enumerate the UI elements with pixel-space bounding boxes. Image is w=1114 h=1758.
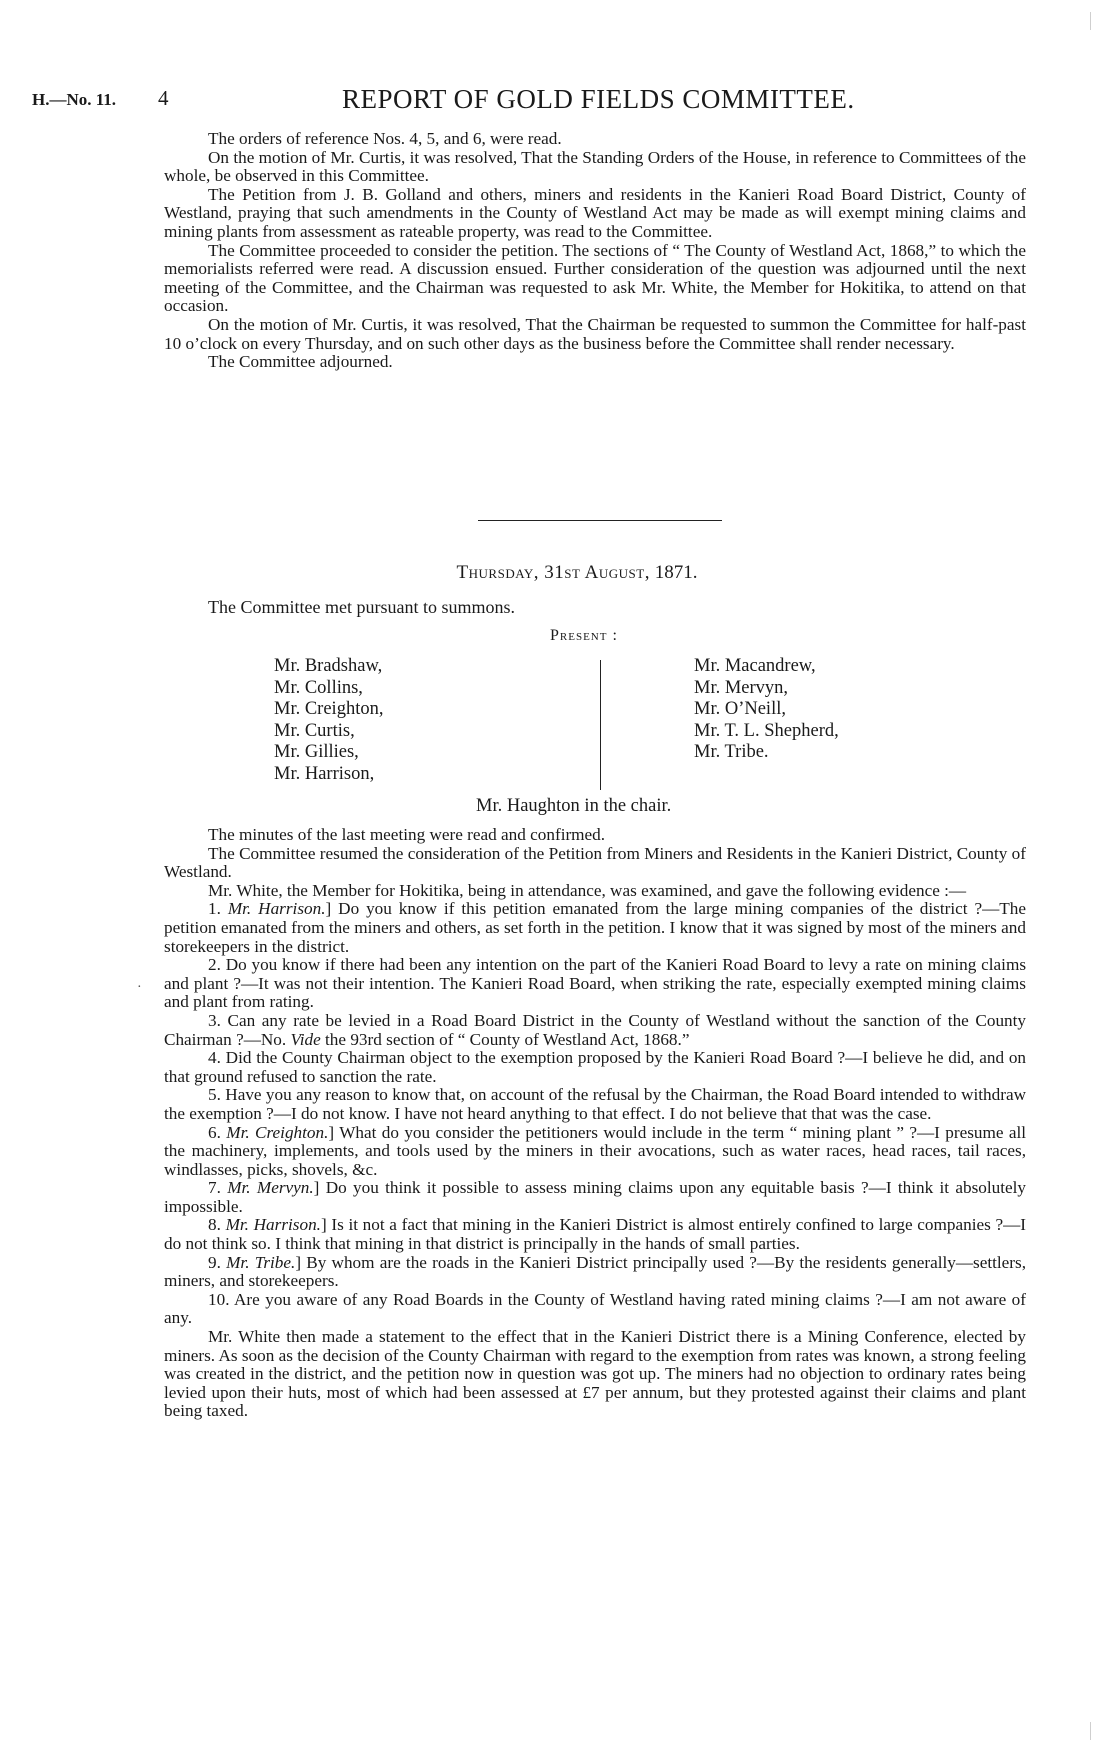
meeting-date	[0, 562, 1114, 584]
question-speaker: Mr. Tribe.	[226, 1252, 296, 1272]
met-pursuant-line: The Committee met pursuant to summons.	[208, 597, 515, 617]
members-list-right	[694, 656, 839, 764]
member-name: Mr. Collins,	[274, 677, 363, 698]
question-text: Did the County Chairman object to the exemption proposed by the Kanieri Road Board ?—I believe he did, and on that ground refused to sanction the rate.	[164, 1048, 1027, 1086]
question-text: Do you know if this petition emanated from the large mining companies of the district ?—The petition emanated from the miners and others, as set forth in the petition. I know that it was signed by most of the miners and storekeepers in the district.	[164, 899, 1027, 956]
evidence-question: 1. Mr. Harrison.] Do you know if this petition emanated from the large mining companies of the district ?—The petition emanated from the miners and others, as set forth in the petition. I know that it was signed by most of the miners and storekeepers in the district.	[164, 899, 1027, 956]
evidence-question: 7. Mr. Mervyn.] Do you think it possible to assess mining claims upon any equitable basis ?—I think it absolutely impossible.	[164, 1178, 1026, 1216]
closing-statement: Mr. White then made a statement to the effect that in the Kanieri District there is a Mining Conference, elected by miners. As soon as the decision of the County Chairman with regard to the exemption from rates was known, a strong feeling was created in the district, and the petition now in question was got up. The miners had no objection to ordinary rates being levied upon their huts, most of which had been assessed at £7 per annum, but they protested against their claims and plant being taxed.	[164, 1327, 1026, 1421]
first-meeting-minutes	[164, 130, 1026, 372]
question-text: Are you aware of any Road Boards in the County of Westland having rated mining claims ?—I am not aware of any.	[164, 1289, 1026, 1328]
question-text-continued: the 93rd section of “ County of Westland Act, 1868.”	[325, 1029, 690, 1049]
question-number: 4.	[208, 1048, 221, 1068]
question-number: 2.	[208, 955, 221, 975]
evidence-question: 9. Mr. Tribe.] By whom are the roads in the Kanieri District principally used ?—By the residents generally—settlers, miners, and storekeepers.	[164, 1252, 1027, 1291]
question-number: 5.	[208, 1085, 221, 1105]
minutes-paragraph: Mr. White, the Member for Hokitika, being in attendance, was examined, and gave the following evidence :—	[208, 880, 967, 900]
page-number: 4	[158, 86, 169, 110]
question-number: 3.	[208, 1010, 221, 1030]
evidence-question	[164, 1012, 1026, 1049]
meeting-date-year: 1871.	[654, 562, 698, 583]
question-text: Do you think it possible to assess mining claims upon any equitable basis ?—I think it absolutely impossible.	[164, 1178, 1026, 1216]
question-vide: Vide	[290, 1029, 321, 1049]
evidence-question: 6. Mr. Creighton.] What do you consider the petitioners would include in the term “ mining plant ” ?—I presume all the machinery, implements, and tools used by the miners in their avocations, such as water races, head races, tail races, windlasses, picks, shovels, &c.	[164, 1122, 1027, 1179]
member-name: Mr. Bradshaw,	[274, 656, 383, 676]
minutes-paragraph: The Committee proceeded to consider the petition. The sections of “ The County of Westland Act, 1868,” to which the memorialists referred were read. A discussion ensued. Further consideration of the question was adjourned until the next meeting of the Committee, and the Chairman was requested to ask Mr. White, the Member for Hokitika, to attend on that occasion.	[164, 240, 1026, 316]
question-text: By whom are the roads in the Kanieri District principally used ?—By the residents generally—settlers, miners, and storekeepers.	[164, 1252, 1027, 1291]
question-number: 6.	[208, 1122, 221, 1142]
evidence-question	[164, 1086, 1026, 1123]
member-name: Mr. Curtis,	[274, 720, 355, 741]
member-name: Mr. Harrison,	[274, 763, 375, 784]
question-speaker: Mr. Mervyn.	[227, 1178, 314, 1198]
member-name: Mr. O’Neill,	[694, 699, 786, 719]
question-number: 9.	[208, 1252, 221, 1272]
member-name: Mr. T. L. Shepherd,	[694, 720, 839, 741]
question-text: Have you any reason to know that, on account of the refusal by the Chairman, the Road Board intended to withdraw the exemption ?—I do not know. I have not heard anything to that effect. I do not believe that that was the case.	[164, 1085, 1026, 1123]
minutes-paragraph: The Committee resumed the consideration of the Petition from Miners and Residents in the Kanieri District, County of Westland.	[164, 843, 1026, 882]
second-meeting-minutes	[164, 826, 1026, 1421]
margin-speck: ·	[137, 980, 142, 995]
question-text: Can any rate be levied in a Road Board District in the County of Westland without the sanction of the County Chairman ?—No.	[164, 1010, 1027, 1049]
minutes-paragraph: The minutes of the last meeting were read and confirmed.	[208, 825, 606, 844]
question-number: 10.	[208, 1289, 230, 1309]
present-heading: Present :	[550, 627, 618, 644]
chair-line: Mr. Haughton in the chair.	[476, 796, 672, 816]
members-list-left	[274, 656, 383, 785]
question-number: 8.	[208, 1215, 221, 1235]
member-name: Mr. Gillies,	[274, 742, 359, 762]
scan-edge-mark	[1090, 1722, 1091, 1740]
meeting-date-day: Thursday, 31st August,	[456, 562, 650, 583]
question-text: Do you know if there had been any intention on the part of the Kanieri Road Board to levy a rate on mining claims and plant ?—It was not their intention. The Kanieri Road Board, when striking the rate, especially exempted mining claims and plant from rating.	[164, 955, 1027, 1012]
evidence-question	[164, 1049, 1026, 1086]
minutes-paragraph: The orders of reference Nos. 4, 5, and 6, were read.	[208, 129, 562, 148]
section-divider	[478, 520, 722, 521]
page-header	[32, 84, 1074, 118]
evidence-question	[164, 956, 1026, 1012]
members-column-divider	[600, 660, 601, 790]
minutes-paragraph: On the motion of Mr. Curtis, it was resolved, That the Chairman be requested to summon the Committee for half-past 10 o’clock on every Thursday, and on such other days as the business before the Committee shall render necessary.	[164, 314, 1026, 353]
scan-edge-mark	[1090, 12, 1091, 30]
minutes-paragraph: The Committee adjourned.	[208, 352, 393, 372]
question-text: Is it not a fact that mining in the Kanieri District is almost entirely confined to large companies ?—I do not think so. I think that mining in that district is principally in the hands of small parties.	[164, 1215, 1027, 1254]
question-speaker: Mr. Creighton.	[226, 1122, 329, 1142]
minutes-paragraph: On the motion of Mr. Curtis, it was resolved, That the Standing Orders of the House, in reference to Committees of the whole, be observed in this Committee.	[164, 147, 1026, 186]
member-name: Mr. Tribe.	[694, 742, 769, 762]
question-number: 7.	[208, 1178, 221, 1198]
evidence-question	[164, 1291, 1026, 1328]
member-name: Mr. Macandrew,	[694, 656, 816, 676]
question-speaker: Mr. Harrison.	[225, 1215, 321, 1235]
evidence-question: 8. Mr. Harrison.] Is it not a fact that mining in the Kanieri District is almost entirely confined to large companies ?—I do not think so. I think that mining in that district is principally in the hands of small parties.	[164, 1215, 1027, 1254]
question-speaker: Mr. Harrison.	[227, 899, 326, 919]
report-title: REPORT OF GOLD FIELDS COMMITTEE.	[342, 84, 855, 114]
document-reference: H.—No. 11.	[32, 90, 117, 109]
member-name: Mr. Creighton,	[274, 699, 384, 719]
minutes-paragraph: The Petition from J. B. Golland and others, miners and residents in the Kanieri Road Board District, County of Westland, praying that such amendments in the County of Westland Act may be made as will exempt mining claims and mining plants from assessment as rateable property, was read to the Committee.	[164, 184, 1026, 241]
question-number: 1.	[208, 899, 221, 919]
question-text: What do you consider the petitioners would include in the term “ mining plant ” ?—I presume all the machinery, implements, and tools used by the miners in their avocations, such as water races, head races, tail races, windlasses, picks, shovels, &c.	[164, 1122, 1027, 1179]
member-name: Mr. Mervyn,	[694, 677, 789, 698]
